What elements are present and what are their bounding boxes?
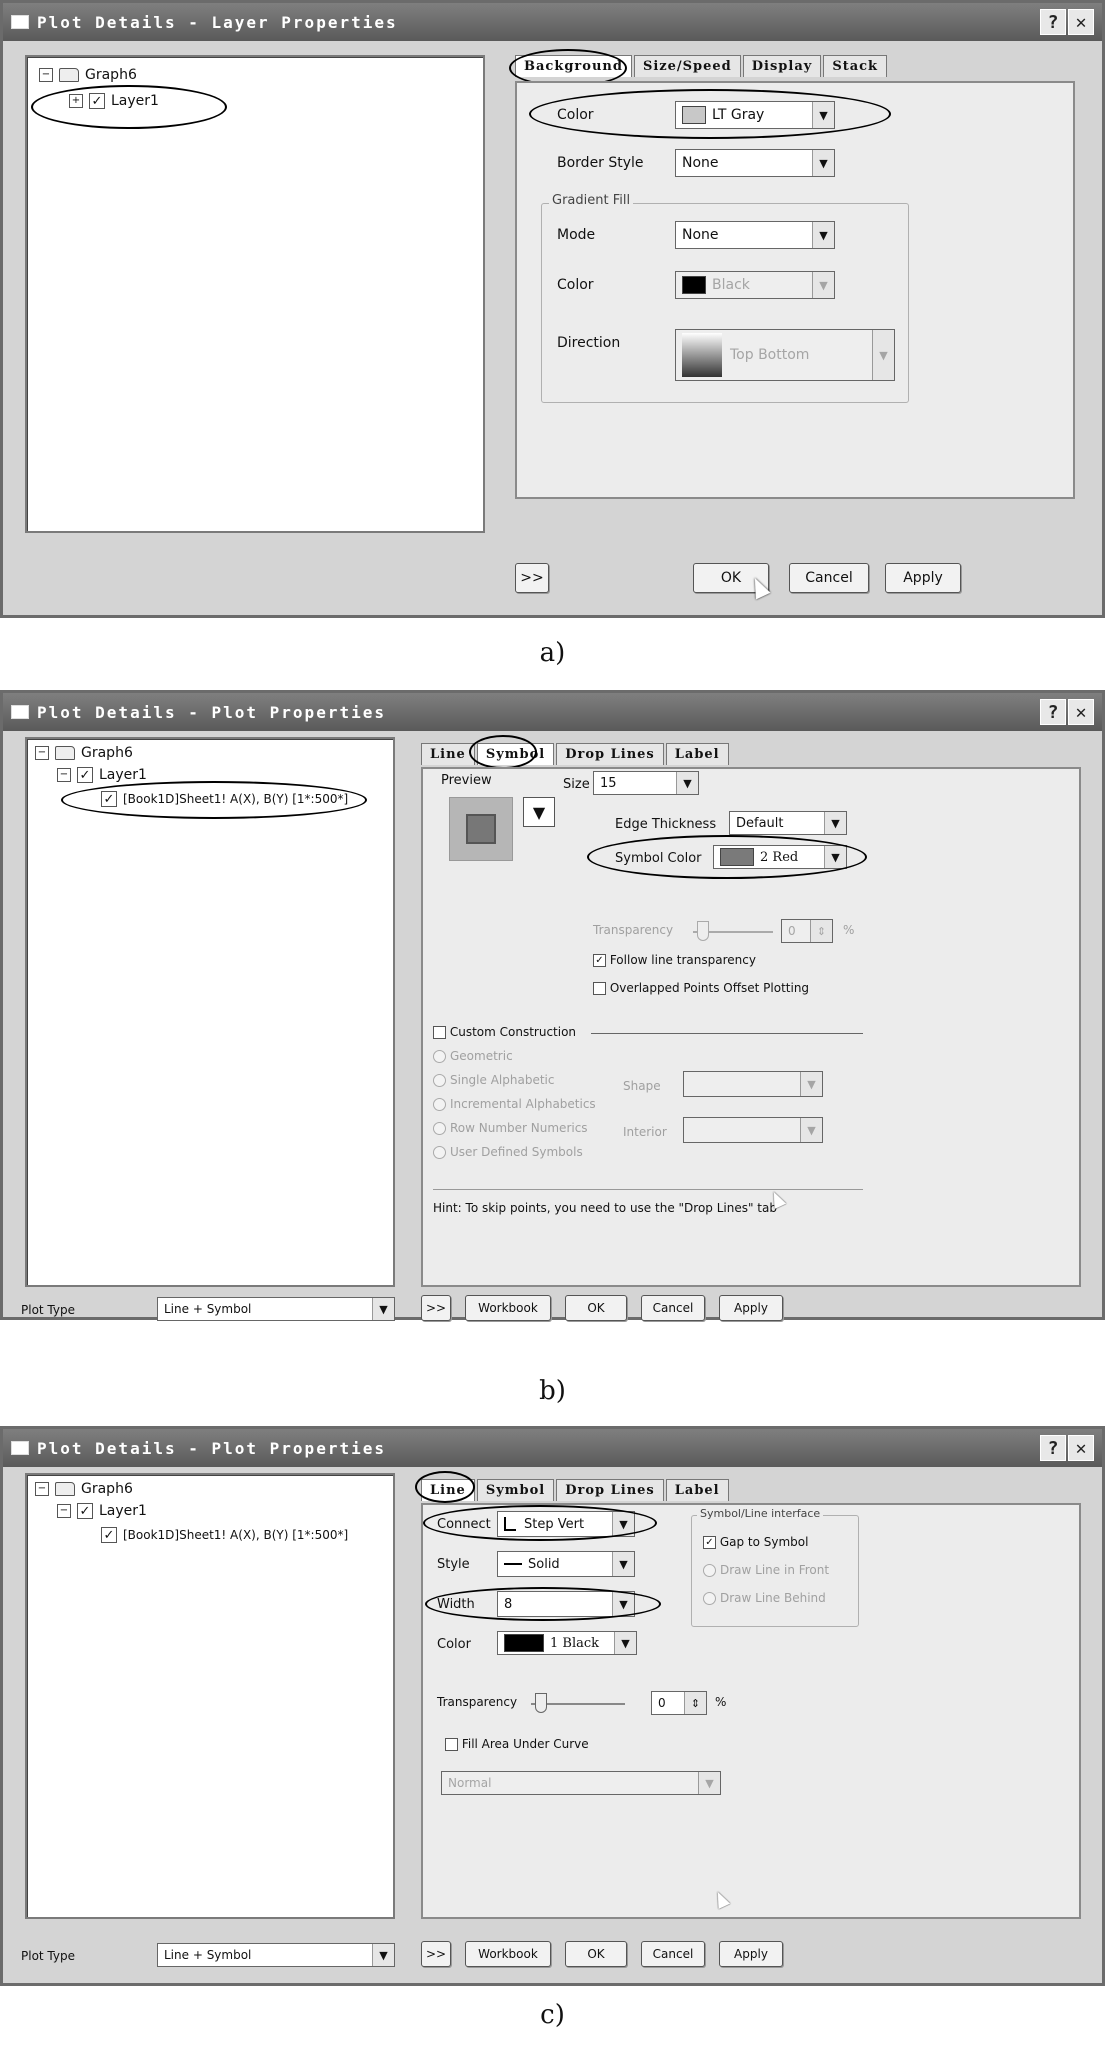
spinner-icon: ⇕ xyxy=(684,1692,706,1714)
plot-tree-panel[interactable] xyxy=(25,737,395,1287)
gap-checkbox[interactable]: ✓ xyxy=(703,1536,716,1549)
follow-checkbox[interactable]: ✓ xyxy=(593,954,606,967)
window-icon xyxy=(11,705,29,719)
tab-background[interactable]: Background xyxy=(515,55,632,77)
gradient-color-combo[interactable] xyxy=(675,271,835,299)
red-swatch xyxy=(720,848,754,866)
radio-single-alphabetic[interactable]: Single Alphabetic xyxy=(433,1073,554,1087)
tab-strip xyxy=(421,1479,729,1501)
paint-bucket-icon xyxy=(682,106,706,124)
chevron-down-icon: ▼ xyxy=(612,1512,634,1536)
fill-mode-value: Normal xyxy=(448,1776,492,1790)
tab-line[interactable]: Line xyxy=(421,743,475,765)
fill-label: Fill Area Under Curve xyxy=(461,1737,589,1751)
color-label: Color xyxy=(437,1637,471,1652)
background-tab-panel xyxy=(515,81,1075,499)
caption-a: a) xyxy=(539,638,566,668)
close-button[interactable]: ✕ xyxy=(1068,699,1094,725)
radio-user-defined-symbols[interactable]: User Defined Symbols xyxy=(433,1145,583,1159)
solid-line-icon xyxy=(504,1563,522,1565)
window-title: Plot Details - Plot Properties xyxy=(37,1438,386,1458)
close-button[interactable]: ✕ xyxy=(1068,1435,1094,1461)
overlap-checkbox[interactable] xyxy=(593,982,606,995)
tree-layer[interactable]: Layer1 xyxy=(99,1503,147,1519)
custom-separator xyxy=(591,1033,863,1034)
step-vert-icon xyxy=(504,1517,516,1531)
color-value: LT Gray xyxy=(712,107,765,123)
size-value: 15 xyxy=(600,775,617,791)
gradient-color-label: Color xyxy=(557,277,594,293)
tab-strip xyxy=(421,743,729,765)
tab-stack[interactable]: Stack xyxy=(823,55,887,77)
dialog-plot-properties-symbol xyxy=(0,690,1105,1320)
percent-label: % xyxy=(715,1695,727,1709)
help-button[interactable]: ? xyxy=(1040,699,1066,725)
plot-type-value: Line + Symbol xyxy=(164,1302,252,1316)
tree-layer[interactable]: Layer1 xyxy=(111,93,159,109)
transparency-value: 0 xyxy=(788,924,796,938)
tab-label[interactable]: Label xyxy=(666,743,729,765)
collapse-icon[interactable]: − xyxy=(35,1482,49,1496)
plot-checkbox[interactable]: ✓ xyxy=(101,1527,117,1543)
symbol-picker-button[interactable]: ▼ xyxy=(523,797,555,827)
window-title: Plot Details - Layer Properties xyxy=(37,12,398,32)
tab-line[interactable]: Line xyxy=(421,1479,475,1501)
workbook-button[interactable]: Workbook xyxy=(465,1295,551,1321)
layer-checkbox[interactable]: ✓ xyxy=(89,93,105,109)
apply-button[interactable]: Apply xyxy=(719,1941,783,1967)
radio-row-number-numerics[interactable]: Row Number Numerics xyxy=(433,1121,588,1135)
mode-combo[interactable] xyxy=(675,221,835,249)
window-icon xyxy=(11,1441,29,1455)
tab-drop-lines[interactable]: Drop Lines xyxy=(556,743,664,765)
transparency-spinner[interactable] xyxy=(781,919,833,943)
plot-type-combo[interactable] xyxy=(157,1943,395,1967)
chevron-down-icon: ▼ xyxy=(372,1944,394,1966)
radio-icon xyxy=(433,1122,446,1135)
radio-icon xyxy=(433,1146,446,1159)
radio-icon xyxy=(703,1592,716,1605)
plot-type-value: Line + Symbol xyxy=(164,1948,252,1962)
color-value: 1 Black xyxy=(550,1635,600,1651)
custom-construction-row[interactable] xyxy=(433,1025,576,1039)
expand-button[interactable]: >> xyxy=(421,1941,451,1967)
layer-tree-panel[interactable] xyxy=(25,55,485,533)
style-value: Solid xyxy=(528,1556,560,1572)
caption-c: c) xyxy=(540,2000,565,2030)
help-button[interactable]: ? xyxy=(1040,1435,1066,1461)
chevron-down-icon: ▼ xyxy=(800,1072,822,1096)
title-bar xyxy=(3,693,1102,731)
expand-button[interactable]: >> xyxy=(421,1295,451,1321)
plot-type-label: Plot Type xyxy=(21,1303,75,1317)
chevron-down-icon: ▼ xyxy=(812,150,834,176)
transparency-label: Transparency xyxy=(437,1695,518,1709)
workbook-button[interactable]: Workbook xyxy=(465,1941,551,1967)
transparency-label: Transparency xyxy=(593,923,674,937)
connect-combo[interactable] xyxy=(497,1511,635,1537)
radio-incremental-alphabetics[interactable]: Incremental Alphabetics xyxy=(433,1097,596,1111)
edge-thickness-combo[interactable] xyxy=(729,811,847,835)
close-button[interactable]: ✕ xyxy=(1068,9,1094,35)
fill-area-row[interactable] xyxy=(445,1737,589,1751)
hint-separator xyxy=(433,1189,863,1190)
tab-display[interactable]: Display xyxy=(743,55,822,77)
chevron-down-icon: ▼ xyxy=(824,846,846,868)
fill-mode-combo[interactable] xyxy=(441,1771,721,1795)
gradient-color-value: Black xyxy=(712,277,750,293)
width-label: Width xyxy=(437,1597,475,1612)
tab-size-speed[interactable]: Size/Speed xyxy=(634,55,741,77)
mode-label: Mode xyxy=(557,227,596,243)
interior-combo[interactable] xyxy=(683,1117,823,1143)
gradient-fill-label: Gradient Fill xyxy=(549,193,633,208)
folder-icon xyxy=(55,1482,75,1496)
ok-button[interactable]: OK xyxy=(565,1295,627,1321)
style-label: Style xyxy=(437,1557,470,1572)
width-combo[interactable] xyxy=(497,1591,635,1617)
edge-thickness-value: Default xyxy=(736,815,784,831)
direction-combo[interactable] xyxy=(675,329,895,381)
draw-behind-row[interactable]: Draw Line Behind xyxy=(703,1591,826,1605)
chevron-down-icon: ▼ xyxy=(800,1118,822,1142)
gradient-preview xyxy=(682,333,722,377)
chevron-down-icon: ▼ xyxy=(614,1632,636,1654)
direction-value: Top Bottom xyxy=(730,347,810,363)
custom-label: Custom Construction xyxy=(449,1025,577,1039)
border-style-combo[interactable] xyxy=(675,149,835,177)
collapse-icon[interactable]: − xyxy=(57,1504,71,1518)
apply-button[interactable]: Apply xyxy=(885,563,961,593)
dialog-plot-properties-line xyxy=(0,1426,1105,1986)
help-button[interactable]: ? xyxy=(1040,9,1066,35)
radio-icon xyxy=(433,1074,446,1087)
plot-type-combo[interactable] xyxy=(157,1297,395,1321)
edge-thickness-label: Edge Thickness xyxy=(615,817,717,832)
color-combo[interactable] xyxy=(497,1631,637,1655)
collapse-icon[interactable]: − xyxy=(39,68,53,82)
tree-plot[interactable]: [Book1D]Sheet1! A(X), B(Y) [1*:500*] xyxy=(123,1528,349,1542)
size-combo[interactable] xyxy=(593,771,699,795)
plot-type-label: Plot Type xyxy=(21,1949,75,1963)
tab-symbol[interactable]: Symbol xyxy=(477,743,554,765)
follow-transparency-row[interactable] xyxy=(593,953,756,967)
symbol-color-label: Symbol Color xyxy=(615,851,702,866)
tree-graph[interactable]: Graph6 xyxy=(81,745,133,761)
chevron-down-icon: ▼ xyxy=(612,1552,634,1576)
chevron-down-icon: ▼ xyxy=(612,1592,634,1616)
chevron-down-icon: ▼ xyxy=(872,330,894,380)
expand-button[interactable]: >> xyxy=(515,563,549,593)
plot-checkbox[interactable]: ✓ xyxy=(101,791,117,807)
tab-symbol[interactable]: Symbol xyxy=(477,1479,554,1501)
connect-label: Connect xyxy=(437,1517,491,1532)
folder-icon xyxy=(59,68,79,82)
cancel-button[interactable]: Cancel xyxy=(641,1941,705,1967)
tab-label[interactable]: Label xyxy=(666,1479,729,1501)
layer-checkbox[interactable]: ✓ xyxy=(77,767,93,783)
chevron-down-icon: ▼ xyxy=(812,102,834,128)
border-style-label: Border Style xyxy=(557,155,644,171)
direction-label: Direction xyxy=(557,335,621,351)
ok-button[interactable]: OK xyxy=(565,1941,627,1967)
mouse-cursor xyxy=(712,1889,730,1909)
folder-icon xyxy=(55,746,75,760)
cancel-button[interactable]: Cancel xyxy=(789,563,869,593)
tree-plot[interactable]: [Book1D]Sheet1! A(X), B(Y) [1*:500*] xyxy=(123,792,349,806)
slider-thumb[interactable] xyxy=(535,1693,547,1713)
overlap-label: Overlapped Points Offset Plotting xyxy=(609,981,810,995)
window-title: Plot Details - Plot Properties xyxy=(37,702,386,722)
collapse-icon[interactable]: − xyxy=(35,746,49,760)
radio-icon xyxy=(703,1564,716,1577)
border-style-value: None xyxy=(682,155,719,171)
tree-layer[interactable]: Layer1 xyxy=(99,767,147,783)
plot-tree-panel[interactable] xyxy=(25,1473,395,1919)
transparency-spinner[interactable] xyxy=(651,1691,707,1715)
width-value: 8 xyxy=(504,1596,513,1612)
shape-combo[interactable] xyxy=(683,1071,823,1097)
chevron-down-icon: ▼ xyxy=(676,772,698,794)
color-combo[interactable] xyxy=(675,101,835,129)
gap-to-symbol-row[interactable] xyxy=(703,1535,808,1549)
connect-value: Step Vert xyxy=(524,1516,585,1532)
window-icon xyxy=(11,15,29,29)
paint-bucket-icon xyxy=(682,276,706,294)
chevron-down-icon: ▼ xyxy=(812,222,834,248)
symbol-color-combo[interactable] xyxy=(713,845,847,869)
mode-value: None xyxy=(682,227,719,243)
chevron-down-icon: ▼ xyxy=(372,1298,394,1320)
radio-geometric[interactable]: Geometric xyxy=(433,1049,513,1063)
symbol-color-value: 2 Red xyxy=(760,849,799,865)
percent-label: % xyxy=(843,923,855,937)
cancel-button[interactable]: Cancel xyxy=(641,1295,705,1321)
custom-checkbox[interactable] xyxy=(433,1026,446,1039)
color-label: Color xyxy=(557,107,594,123)
interior-label: Interior xyxy=(623,1125,667,1139)
title-bar xyxy=(3,1429,1102,1467)
style-combo[interactable] xyxy=(497,1551,635,1577)
black-swatch xyxy=(504,1634,544,1652)
hint-text: Hint: To skip points, you need to use the "Drop Lines" tab xyxy=(433,1201,777,1215)
dialog-layer-properties xyxy=(0,0,1105,618)
chevron-down-icon: ▼ xyxy=(824,812,846,834)
tree-graph[interactable]: Graph6 xyxy=(81,1481,133,1497)
radio-icon xyxy=(433,1098,446,1111)
follow-label: Follow line transparency xyxy=(609,953,756,967)
fill-checkbox[interactable] xyxy=(445,1738,458,1751)
gap-label: Gap to Symbol xyxy=(719,1535,809,1549)
tree-graph[interactable]: Graph6 xyxy=(85,67,137,83)
slider-thumb[interactable] xyxy=(697,921,709,941)
spinner-icon: ⇕ xyxy=(810,920,832,942)
symbol-tab-panel xyxy=(421,767,1081,1287)
collapse-icon[interactable]: − xyxy=(57,768,71,782)
layer-checkbox[interactable]: ✓ xyxy=(77,1503,93,1519)
apply-button[interactable]: Apply xyxy=(719,1295,783,1321)
caption-b: b) xyxy=(539,1376,566,1406)
draw-front-row[interactable]: Draw Line in Front xyxy=(703,1563,829,1577)
overlap-row[interactable] xyxy=(593,981,809,995)
size-label: Size xyxy=(563,777,590,792)
title-bar xyxy=(3,3,1102,41)
expand-icon[interactable]: + xyxy=(69,94,83,108)
transparency-value: 0 xyxy=(658,1696,666,1710)
preview-label: Preview xyxy=(441,773,492,788)
shape-label: Shape xyxy=(623,1079,661,1093)
symbol-preview xyxy=(449,797,513,861)
chevron-down-icon: ▼ xyxy=(812,272,834,298)
chevron-down-icon: ▼ xyxy=(698,1772,720,1794)
interface-group-label: Symbol/Line interface xyxy=(697,1507,823,1520)
square-symbol-icon xyxy=(466,814,496,844)
ok-button[interactable]: OK xyxy=(693,563,769,593)
line-tab-panel xyxy=(421,1503,1081,1919)
tab-strip xyxy=(515,55,887,77)
radio-icon xyxy=(433,1050,446,1063)
tab-drop-lines[interactable]: Drop Lines xyxy=(556,1479,664,1501)
